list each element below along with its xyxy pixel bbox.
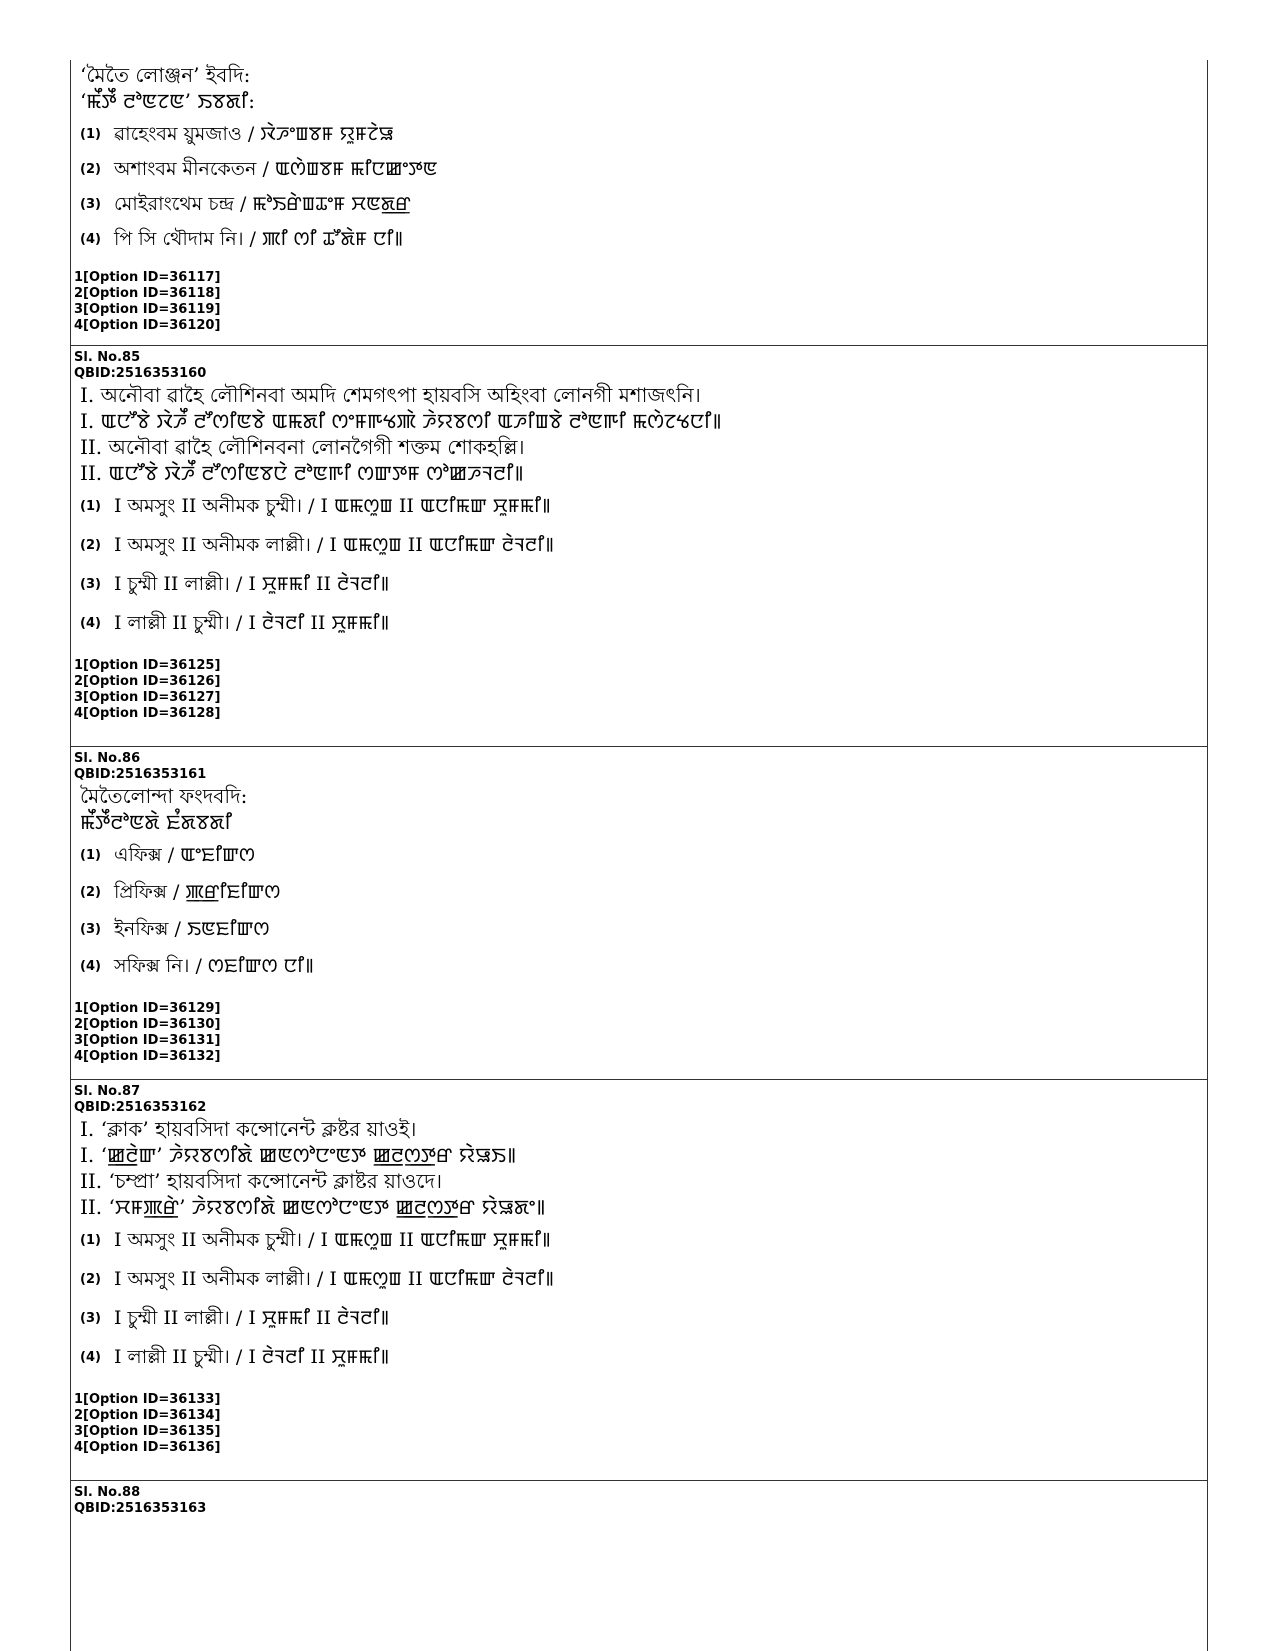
qbid: QBID:2516353163	[74, 1501, 207, 1516]
option-4	[70, 611, 1208, 636]
option-id: 2[Option ID=36118]	[74, 286, 221, 301]
option-text: এফিক্স / ꯑꯦꯐꯤꯛꯁ	[114, 844, 255, 866]
option-text: I অমসুং II অনীমক লাল্লী। / I ꯑꯃꯁꯨꯡ II ꯑꯅꯤꯃꯛ ꯂꯥꯜꯂꯤ꯫	[114, 534, 554, 556]
qbid: QBID:2516353161	[74, 767, 207, 782]
serial-number: Sl. No.88	[74, 1485, 141, 1500]
option-text: I অমসুং II অনীমক চুম্মী। / I ꯑꯃꯁꯨꯡ II ꯑꯅꯤꯃꯛ ꯆꯨꯝꯃꯤ꯫	[114, 495, 551, 517]
question-line: I. ‘ক্লাক’ হায়বসিদা কন্সোনেন্ট ক্লষ্টর য়াওই।	[80, 1117, 417, 1141]
divider	[70, 1480, 1208, 1481]
option-1	[70, 843, 1208, 868]
option-id: 1[Option ID=36133]	[74, 1392, 221, 1407]
question-line: I. অনৌবা ৱাহৈ লৌশিনবা অমদি শেমগৎপা হায়বসি অহিংবা লোনগী মশাজৎনি।	[80, 383, 701, 407]
question-86	[70, 751, 1208, 1065]
option-id: 4[Option ID=36128]	[74, 706, 221, 721]
question-line: মৈতৈলোন্দা ফংদবদি:	[80, 784, 248, 808]
question-line: ‘মৈতৈ লোঞ্জন’ ইবদি:	[80, 63, 251, 87]
option-3	[70, 1306, 1208, 1331]
option-text: I লাল্লী II চুম্মী। / I ꯂꯥꯜꯂꯤ II ꯆꯨꯝꯃꯤ꯫	[114, 612, 390, 634]
serial-number: Sl. No.85	[74, 350, 141, 365]
option-1	[70, 494, 1208, 519]
divider	[70, 1079, 1208, 1080]
option-2	[70, 533, 1208, 558]
option-id: 3[Option ID=36135]	[74, 1424, 221, 1439]
option-text: প্রিফিক্স / ꯄ꯭ꯔꯤꯐꯤꯛꯁ	[114, 881, 281, 903]
option-number: (4)	[80, 616, 101, 631]
option-text: I অমসুং II অনীমক লাল্লী। / I ꯑꯃꯁꯨꯡ II ꯑꯅꯤꯃꯛ ꯂꯥꯜꯂꯤ꯫	[114, 1268, 554, 1290]
option-text: মোইরাংথেম চন্দ্র / ꯃꯣꯏꯔꯥꯡꯊꯦꯝ ꯆꯟꯗ꯭ꯔ	[114, 193, 411, 215]
question-line: I. ꯑꯅꯧꯕꯥ ꯋꯥꯍꯩ ꯂꯧꯁꯤꯟꯕꯥ ꯑꯃꯗꯤ ꯁꯦꯝꯒꯠꯄꯥ ꯍꯥꯌꯕꯁꯤ ꯑꯍꯤꯡꯕꯥ ꯂꯣꯟꯒꯤ ꯃꯁꯥꯖꯠꯅꯤ꯫	[80, 409, 722, 433]
option-number: (2)	[80, 538, 101, 553]
option-number: (1)	[80, 1233, 101, 1248]
option-id: 3[Option ID=36119]	[74, 302, 221, 317]
option-3	[70, 917, 1208, 942]
option-id: 3[Option ID=36131]	[74, 1033, 221, 1048]
option-id: 3[Option ID=36127]	[74, 690, 221, 705]
question-88	[70, 1485, 1208, 1517]
option-number: (2)	[80, 162, 101, 177]
option-number: (3)	[80, 577, 101, 592]
divider	[70, 345, 1208, 346]
option-id: 4[Option ID=36136]	[74, 1440, 221, 1455]
option-number: (3)	[80, 197, 101, 212]
option-text: I লাল্লী II চুম্মী। / I ꯂꯥꯜꯂꯤ II ꯆꯨꯝꯃꯤ꯫	[114, 1346, 390, 1368]
option-text: I চুম্মী II লাল্লী। / I ꯆꯨꯝꯃꯤ II ꯂꯥꯜꯂꯤ꯫	[114, 1307, 390, 1329]
question-line: ‘ꯃꯩꯇꯩ ꯂꯣꯟꯖꯟ’ ꯏꯕꯗꯤ:	[80, 89, 256, 113]
question-line: I. ‘ꯀ꯭ꯂꯥꯛ’ ꯍꯥꯌꯕꯁꯤꯗꯥ ꯀꯟꯁꯣꯅꯦꯟꯇ ꯀ꯭ꯂꯁ꯭ꯇꯔ ꯌꯥꯎꯏ꯫	[80, 1143, 517, 1167]
qbid: QBID:2516353160	[74, 366, 207, 381]
option-2	[70, 157, 1208, 182]
option-id: 2[Option ID=36134]	[74, 1408, 221, 1423]
question-line: II. অনৌবা ৱাহৈ লৌশিনবনা লোনগৈগী শক্তম শোকহল্লি।	[80, 435, 525, 459]
option-4	[70, 954, 1208, 979]
question-line: II. ‘ꯆꯝꯄ꯭ꯔꯥ’ ꯍꯥꯌꯕꯁꯤꯗꯥ ꯀꯟꯁꯣꯅꯦꯟꯇ ꯀ꯭ꯂꯁ꯭ꯇꯔ ꯌꯥꯎꯗꯦ꯫	[80, 1195, 546, 1219]
option-id: 1[Option ID=36125]	[74, 658, 221, 673]
option-number: (4)	[80, 232, 101, 247]
option-id: 4[Option ID=36132]	[74, 1049, 221, 1064]
option-number: (2)	[80, 885, 101, 900]
option-id: 1[Option ID=36117]	[74, 270, 221, 285]
option-1	[70, 1228, 1208, 1253]
option-2	[70, 880, 1208, 905]
qbid: QBID:2516353162	[74, 1100, 207, 1115]
option-1	[70, 122, 1208, 147]
option-text: ৱাহেংবম য়ুমজাও / ꯋꯥꯍꯦꯡꯕꯝ ꯌꯨꯝꯖꯥꯎ	[114, 123, 394, 145]
option-number: (4)	[80, 959, 101, 974]
question-line: II. ‘চম্প্রা’ হায়বসিদা কন্সোনেন্ট ক্লাষ্টর য়াওদে।	[80, 1169, 443, 1193]
option-3	[70, 192, 1208, 217]
option-id: 4[Option ID=36120]	[74, 318, 221, 333]
option-number: (1)	[80, 848, 101, 863]
option-id: 1[Option ID=36129]	[74, 1001, 221, 1016]
option-id: 2[Option ID=36130]	[74, 1017, 221, 1032]
option-number: (3)	[80, 922, 101, 937]
option-text: অশাংবম মীনকেতন / ꯑꯁꯥꯡꯕꯝ ꯃꯤꯅꯀꯦꯇꯟ	[114, 158, 438, 180]
option-3	[70, 572, 1208, 597]
question-84	[70, 62, 1208, 334]
question-85	[70, 350, 1208, 722]
option-id: 2[Option ID=36126]	[74, 674, 221, 689]
option-4	[70, 227, 1208, 252]
option-text: I অমসুং II অনীমক চুম্মী। / I ꯑꯃꯁꯨꯡ II ꯑꯅꯤꯃꯛ ꯆꯨꯝꯃꯤ꯫	[114, 1229, 551, 1251]
option-number: (2)	[80, 1272, 101, 1287]
question-line: II. ꯑꯅꯧꯕꯥ ꯋꯥꯍꯩ ꯂꯧꯁꯤꯟꯕꯅꯥ ꯂꯣꯟꯒꯤ ꯁꯛꯇꯝ ꯁꯣꯀꯍꯜꯂꯤ꯫	[80, 461, 524, 485]
question-line: ꯃꯩꯇꯩꯂꯣꯟꯗꯥ ꯐꯪꯗꯕꯗꯤ	[80, 810, 232, 834]
option-4	[70, 1345, 1208, 1370]
divider	[70, 746, 1208, 747]
option-text: ইনফিক্স / ꯏꯟꯐꯤꯛꯁ	[114, 918, 270, 940]
option-number: (4)	[80, 1350, 101, 1365]
option-2	[70, 1267, 1208, 1292]
option-number: (3)	[80, 1311, 101, 1326]
option-number: (1)	[80, 499, 101, 514]
option-text: সফিক্স নি। / ꯁꯐꯤꯛꯁ ꯅꯤ꯫	[114, 955, 314, 977]
question-87	[70, 1084, 1208, 1456]
serial-number: Sl. No.87	[74, 1084, 141, 1099]
option-text: I চুম্মী II লাল্লী। / I ꯆꯨꯝꯃꯤ II ꯂꯥꯜꯂꯤ꯫	[114, 573, 390, 595]
option-text: পি সি থৌদাম নি। / ꯄꯤ ꯁꯤ ꯊꯧꯗꯥꯝ ꯅꯤ꯫	[114, 228, 404, 250]
serial-number: Sl. No.86	[74, 751, 141, 766]
option-number: (1)	[80, 127, 101, 142]
